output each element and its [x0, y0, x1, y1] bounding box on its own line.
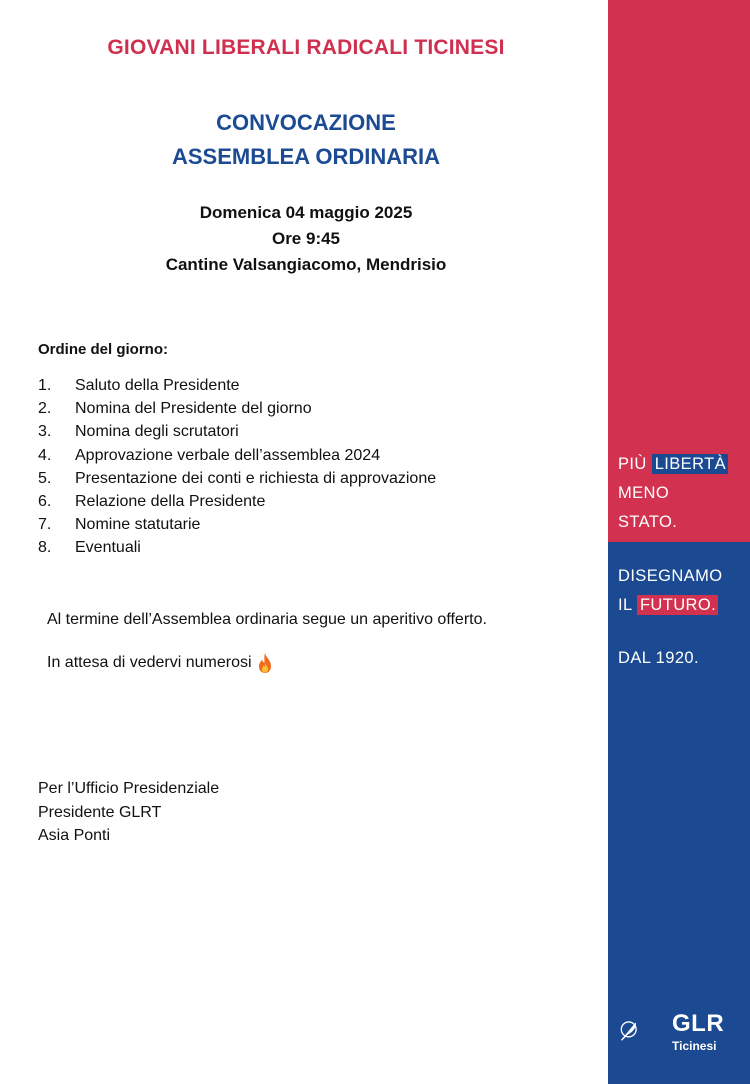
agenda-item-number: 2. — [38, 400, 52, 418]
invitation-text: In attesa di vedervi numerosi — [47, 654, 252, 671]
agenda-item-text: Nomina del Presidente del giorno — [75, 400, 312, 418]
agenda-item-text: Relazione della Presidente — [75, 493, 266, 511]
agenda-item-number: 5. — [38, 469, 52, 487]
slogan-dal-1920: DAL 1920. — [618, 649, 699, 667]
logo-name: GLR — [672, 1010, 725, 1037]
agenda-item-number: 1. — [38, 377, 52, 394]
signature-line-2: Presidente GLRT — [38, 803, 162, 821]
convocation-title — [0, 106, 612, 174]
event-time: Ore 9:45 — [271, 229, 341, 248]
agenda-item — [38, 420, 436, 443]
logo-subtitle: Ticinesi — [672, 1039, 717, 1053]
agenda-list — [38, 374, 436, 560]
signature-line-1: Per l’Ufficio Presidenziale — [38, 780, 220, 797]
event-location: Cantine Valsangiacomo, Mendrisio — [165, 255, 447, 274]
agenda-item — [38, 467, 436, 490]
invitation-note — [47, 651, 517, 674]
aperitivo-note: Al termine dell’Assemblea ordinaria segue un aperitivo offerto. — [47, 611, 487, 628]
slogan-meno: MENO — [618, 484, 670, 502]
convocation-line-2: ASSEMBLEA ORDINARIA — [171, 144, 441, 169]
organization-title: GIOVANI LIBERALI RADICALI TICINESI — [107, 36, 505, 59]
convocation-line-1: CONVOCAZIONE — [216, 110, 396, 135]
agenda-title: Ordine del giorno: — [38, 341, 168, 358]
agenda-item — [38, 536, 436, 559]
sidebar-blue-panel — [608, 542, 750, 1084]
agenda-item-text: Eventuali — [75, 539, 141, 557]
agenda-item-number: 8. — [38, 539, 52, 557]
slogan-liberta-highlight: LIBERTÀ — [652, 454, 728, 474]
glr-feather-logo-icon — [620, 1008, 668, 1056]
slogan-line-piu-liberta — [618, 455, 728, 474]
slogan-line-il-futuro — [618, 596, 718, 615]
signature-block — [38, 777, 219, 848]
agenda-item-text: Approvazione verbale dell’assemblea 2024 — [75, 446, 381, 464]
agenda-item — [38, 513, 436, 536]
agenda-item-number: 3. — [38, 423, 52, 441]
slogan-stato: STATO. — [618, 513, 678, 531]
agenda-item — [38, 397, 436, 420]
slogan-futuro-highlight: FUTURO. — [637, 595, 718, 615]
agenda-item-number: 4. — [38, 446, 52, 464]
signature-line-3: Asia Ponti — [38, 827, 111, 844]
agenda-item-text: Saluto della Presidente — [75, 377, 240, 394]
agenda-item-text: Presentazione dei conti e richiesta di approvazione — [75, 469, 437, 487]
slogan-disegnamo: DISEGNAMO — [618, 567, 723, 585]
event-details — [0, 200, 612, 278]
agenda-item-number: 7. — [38, 516, 52, 534]
slogan-il: IL — [618, 596, 632, 614]
agenda-item — [38, 444, 436, 467]
agenda-item — [38, 374, 436, 397]
slogan-piu: PIÙ — [618, 455, 647, 473]
fire-icon — [256, 652, 274, 674]
agenda-item — [38, 490, 436, 513]
agenda-item-text: Nomine statutarie — [75, 516, 201, 534]
logo-wordmark — [672, 1012, 724, 1056]
closing-notes — [47, 608, 517, 674]
agenda-item-text: Nomina degli scrutatori — [75, 423, 239, 441]
agenda-item-number: 6. — [38, 493, 52, 511]
event-date: Domenica 04 maggio 2025 — [199, 203, 413, 222]
